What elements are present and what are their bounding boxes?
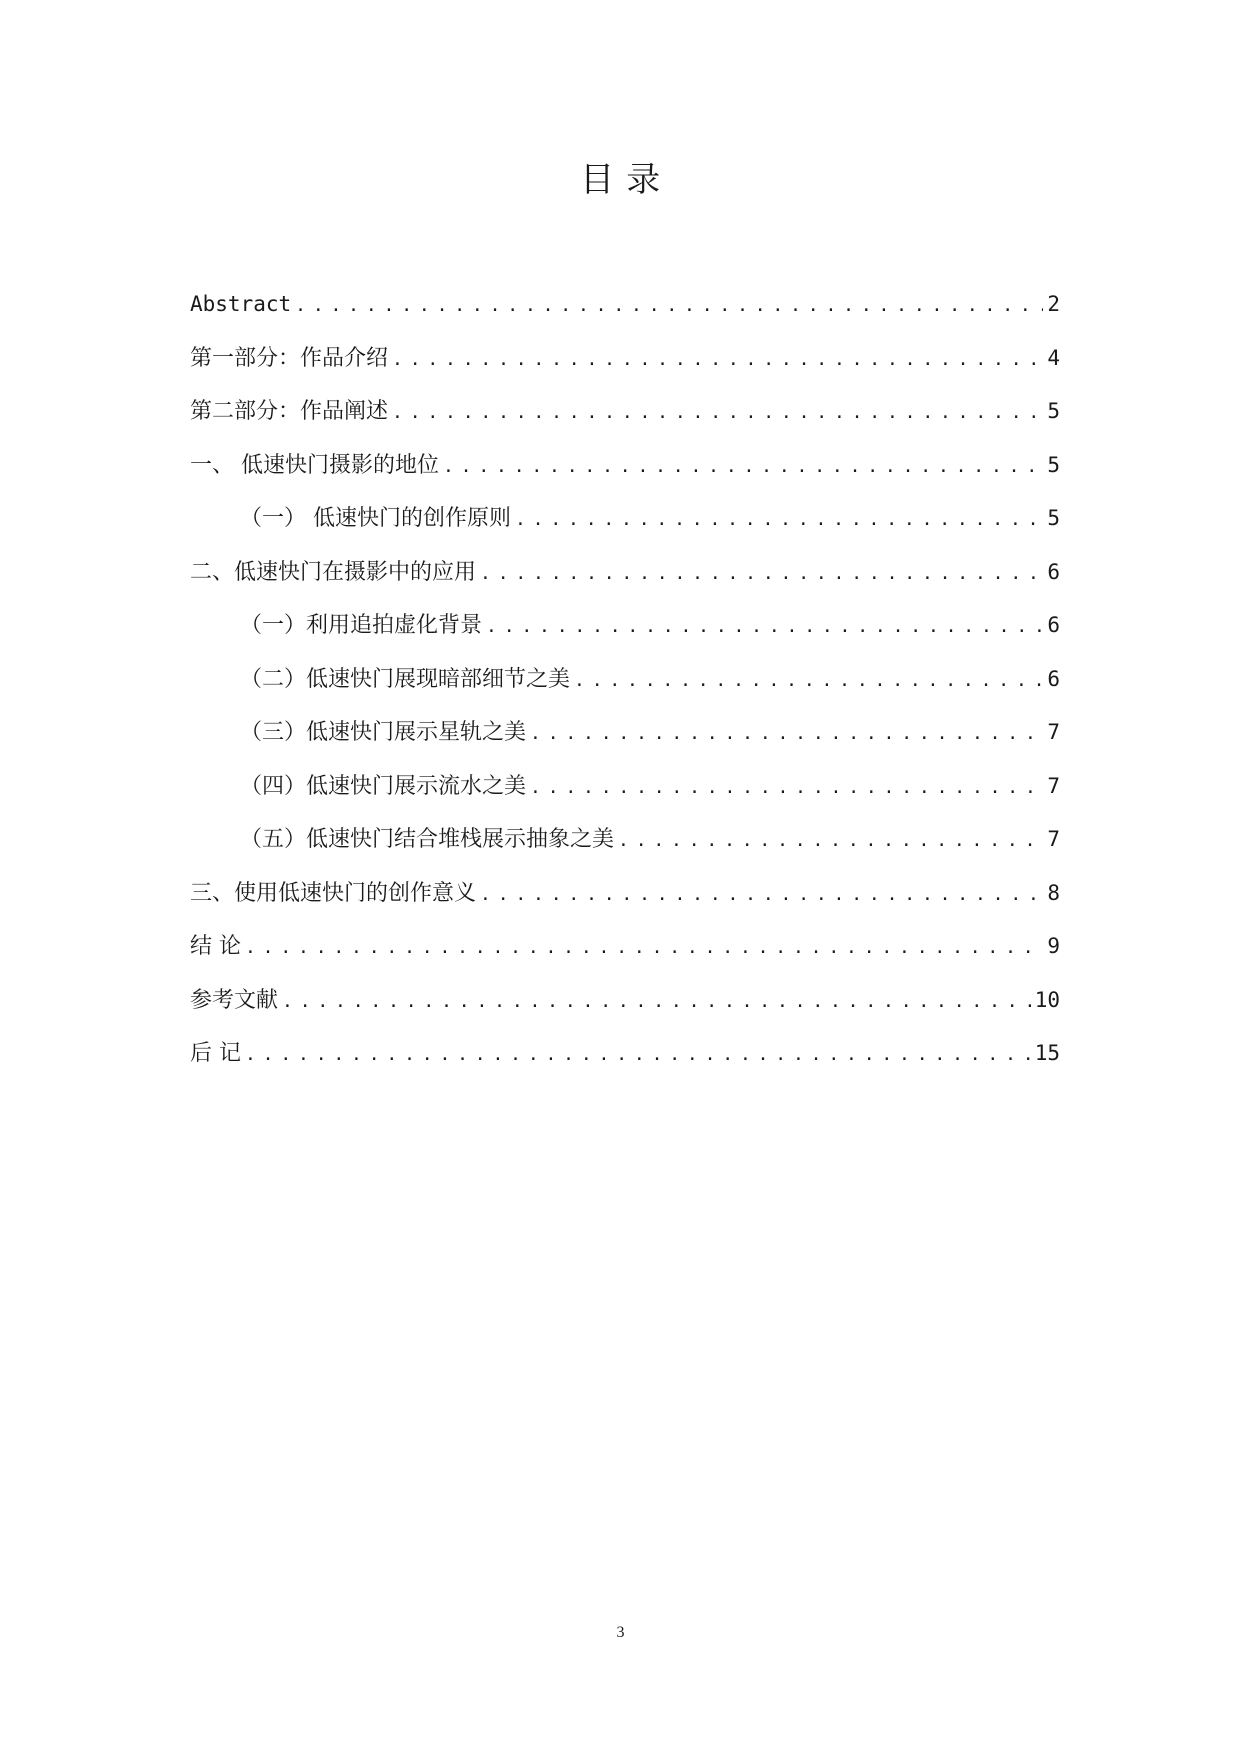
- dot-leader: [574, 654, 1043, 708]
- toc-entry-label: （一） 低速快门的创作原则: [240, 506, 511, 531]
- toc-entry-section-1[interactable]: [190, 439, 1060, 493]
- toc-entry-page: 6: [1047, 666, 1060, 691]
- toc-entry-section-3[interactable]: [190, 867, 1060, 921]
- toc-entry-page: 9: [1047, 934, 1060, 958]
- toc-entry-page: 15: [1034, 1041, 1060, 1065]
- toc-entry-label: 第一部分：作品介绍: [190, 345, 389, 371]
- toc-entry-postscript[interactable]: [190, 1027, 1060, 1081]
- toc-entry-label: （二）低速快门展现暗部细节之美: [240, 666, 571, 692]
- dot-leader: [295, 279, 1043, 333]
- toc-entry-page: 5: [1047, 399, 1060, 423]
- toc-title: 目 录: [580, 160, 661, 200]
- toc-entry-label: 一、 低速快门摄影的地位: [190, 452, 439, 478]
- toc-entry-section-2[interactable]: [190, 546, 1060, 600]
- dot-leader: [443, 440, 1043, 494]
- toc-entry-page: 6: [1047, 613, 1060, 637]
- toc-entry-page: 4: [1047, 345, 1060, 370]
- dot-leader: [245, 921, 1043, 975]
- toc-entry-references[interactable]: [190, 974, 1060, 1028]
- toc-entry-label: （一）利用追拍虚化背景: [240, 613, 483, 638]
- toc-entry-section-1-1[interactable]: [190, 492, 1060, 546]
- toc-entry-label: 参考文献: [190, 987, 279, 1013]
- table-of-contents: [190, 278, 1060, 1081]
- toc-entry-section-2-4[interactable]: [190, 760, 1060, 814]
- dot-leader: [515, 493, 1043, 547]
- toc-entry-page: 8: [1047, 880, 1060, 905]
- toc-entry-page: 2: [1047, 292, 1060, 316]
- dot-leader: [618, 814, 1043, 868]
- toc-entry-label: （四）低速快门展示流水之美: [240, 773, 527, 799]
- toc-entry-section-2-2[interactable]: [190, 653, 1060, 707]
- dot-leader: [530, 761, 1043, 815]
- toc-entry-label: Abstract: [190, 292, 292, 316]
- dot-leader: [282, 975, 1031, 1029]
- toc-entry-label: 结 论: [190, 934, 241, 959]
- toc-entry-abstract[interactable]: [190, 278, 1060, 332]
- toc-entry-part-one[interactable]: [190, 332, 1060, 386]
- toc-entry-page: 7: [1047, 773, 1060, 798]
- toc-entry-page: 6: [1047, 559, 1060, 584]
- toc-entry-page: 5: [1047, 506, 1060, 530]
- toc-entry-label: 三、使用低速快门的创作意义: [190, 880, 477, 906]
- dot-leader: [480, 868, 1043, 922]
- toc-entry-label: （三）低速快门展示星轨之美: [240, 720, 527, 745]
- toc-entry-part-two[interactable]: [190, 385, 1060, 439]
- dot-leader: [480, 547, 1043, 601]
- toc-entry-section-2-5[interactable]: [190, 813, 1060, 867]
- toc-entry-page: 7: [1047, 720, 1060, 744]
- toc-entry-label: 后 记: [190, 1041, 241, 1066]
- toc-entry-label: 二、低速快门在摄影中的应用: [190, 559, 477, 585]
- dot-leader: [392, 386, 1043, 440]
- dot-leader: [245, 1028, 1031, 1082]
- toc-entry-page: 10: [1034, 987, 1060, 1012]
- toc-entry-label: （五）低速快门结合堆栈展示抽象之美: [240, 827, 615, 852]
- dot-leader: [392, 333, 1043, 387]
- page-number: 3: [616, 1624, 625, 1641]
- toc-entry-section-2-3[interactable]: [190, 706, 1060, 760]
- toc-entry-page: 5: [1047, 452, 1060, 477]
- toc-entry-conclusion[interactable]: [190, 920, 1060, 974]
- toc-entry-section-2-1[interactable]: [190, 599, 1060, 653]
- dot-leader: [530, 707, 1043, 761]
- toc-entry-page: 7: [1047, 827, 1060, 851]
- toc-entry-label: 第二部分：作品阐述: [190, 399, 389, 424]
- dot-leader: [486, 600, 1043, 654]
